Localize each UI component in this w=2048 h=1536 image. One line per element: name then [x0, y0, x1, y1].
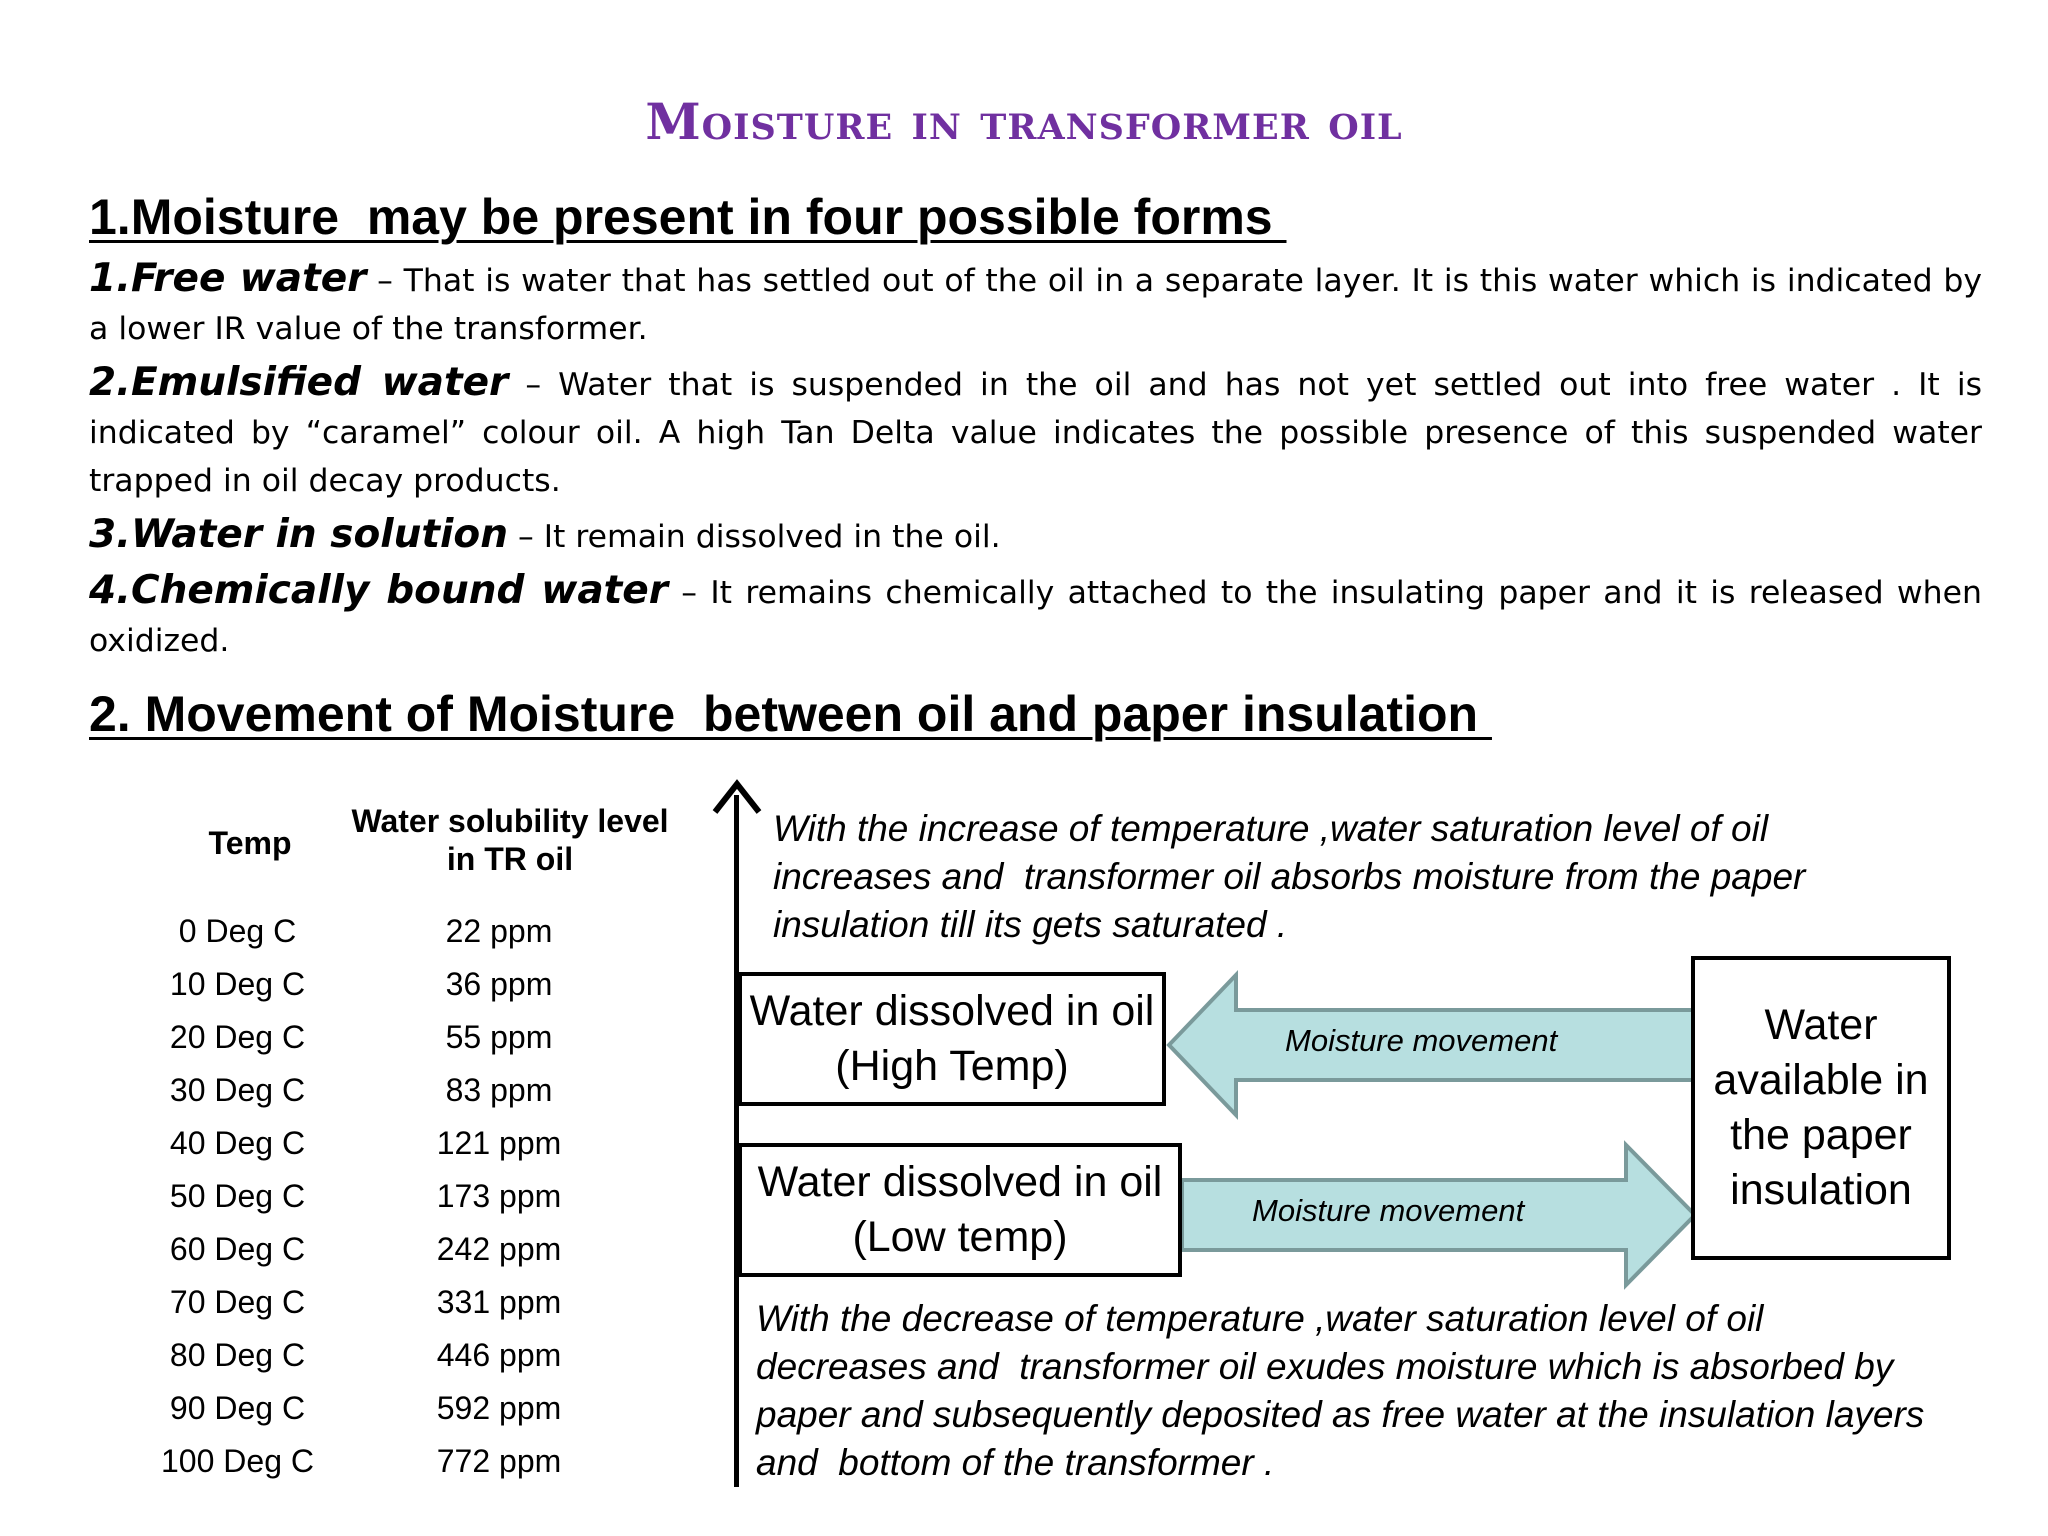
solubility-cell: 83 ppm — [445, 1072, 553, 1108]
solubility-cell: 22 ppm — [445, 913, 553, 949]
form-term: 1.Free water — [89, 256, 367, 301]
table-body — [110, 905, 710, 1488]
table-row — [110, 1117, 710, 1170]
solubility-cell: 592 ppm — [436, 1390, 562, 1426]
form-item — [89, 567, 1982, 665]
temp-cell: 60 Deg C — [169, 1231, 306, 1267]
solubility-cell: 173 ppm — [436, 1178, 562, 1214]
table-row — [110, 1064, 710, 1117]
section1-heading: 1.Moisture may be present in four possible forms — [89, 189, 1287, 245]
temp-cell: 20 Deg C — [169, 1019, 306, 1055]
box-paper-insulation — [1691, 956, 1951, 1260]
col-header-temp: Temp — [208, 825, 292, 861]
box-oil-high-temp — [738, 972, 1166, 1106]
solubility-cell: 121 ppm — [436, 1125, 562, 1161]
arrow-label-bottom: Moisture movement — [1252, 1193, 1525, 1228]
temp-cell: 100 Deg C — [161, 1443, 314, 1479]
form-desc: – It remains chemically attached to the insulating paper and it is released when oxidized. — [89, 575, 1982, 659]
table-row — [110, 1329, 710, 1382]
temp-cell: 0 Deg C — [178, 913, 297, 949]
box-oil-high-temp-label: Water dissolved in oil (High Temp) — [749, 987, 1155, 1090]
table-row — [110, 1170, 710, 1223]
temp-cell: 40 Deg C — [169, 1125, 306, 1161]
table-row — [110, 1011, 710, 1064]
increase-temperature-text: With the increase of temperature ,water saturation level of oil increases and transformer oil absorbs moisture from the paper insulation till its gets saturated . — [773, 808, 1806, 945]
form-term: 4.Chemically bound water — [89, 568, 668, 613]
solubility-cell: 36 ppm — [445, 966, 553, 1002]
form-item — [89, 511, 1982, 561]
section2-heading: 2. Movement of Moisture between oil and paper insulation — [89, 686, 1492, 742]
table-row — [110, 1435, 710, 1488]
decrease-temperature-text: With the decrease of temperature ,water saturation level of oil decreases and transformer oil exudes moisture which is absorbed by paper and subsequently deposited as free water at the insulation layers and bottom of the transformer . — [756, 1298, 1925, 1483]
table-row — [110, 1223, 710, 1276]
box-paper-insulation-label: Water available in the paper insulation — [1713, 1001, 1929, 1214]
box-oil-low-temp — [738, 1143, 1182, 1277]
temp-cell: 10 Deg C — [169, 966, 306, 1002]
table-row — [110, 905, 710, 958]
arrow-label-top: Moisture movement — [1285, 1023, 1558, 1058]
form-desc: – It remain dissolved in the oil. — [507, 519, 1001, 555]
table-row — [110, 1276, 710, 1329]
form-desc: – That is water that has settled out of the oil in a separate layer. It is this water which is indicated by a lower IR value of the transformer. — [89, 263, 1982, 347]
solubility-cell: 331 ppm — [436, 1284, 562, 1320]
box-oil-low-temp-label: Water dissolved in oil (Low temp) — [757, 1158, 1163, 1261]
form-item — [89, 255, 1982, 353]
solubility-cell: 242 ppm — [436, 1231, 562, 1267]
temp-cell: 90 Deg C — [169, 1390, 306, 1426]
temp-cell: 70 Deg C — [169, 1284, 306, 1320]
solubility-cell: 446 ppm — [436, 1337, 562, 1373]
form-desc: – Water that is suspended in the oil and has not yet settled out into free water . It is indicated by “caramel” colour oil. A high Tan Delta value indicates the possible presence of this suspended water trapped in oil decay products. — [89, 367, 1982, 499]
solubility-cell: 772 ppm — [436, 1443, 562, 1479]
temp-cell: 50 Deg C — [169, 1178, 306, 1214]
moisture-forms-list — [89, 255, 1982, 671]
temp-cell: 30 Deg C — [169, 1072, 306, 1108]
page-title: Moisture in transformer oil — [645, 92, 1403, 151]
form-item — [89, 359, 1982, 505]
col-header-solubility: Water solubility level in TR oil — [351, 803, 669, 877]
temp-cell: 80 Deg C — [169, 1337, 306, 1373]
form-term: 3.Water in solution — [89, 512, 508, 557]
temperature-axis — [734, 795, 739, 1487]
form-term: 2.Emulsified water — [89, 360, 509, 405]
table-row — [110, 1382, 710, 1435]
table-row — [110, 958, 710, 1011]
solubility-cell: 55 ppm — [445, 1019, 553, 1055]
